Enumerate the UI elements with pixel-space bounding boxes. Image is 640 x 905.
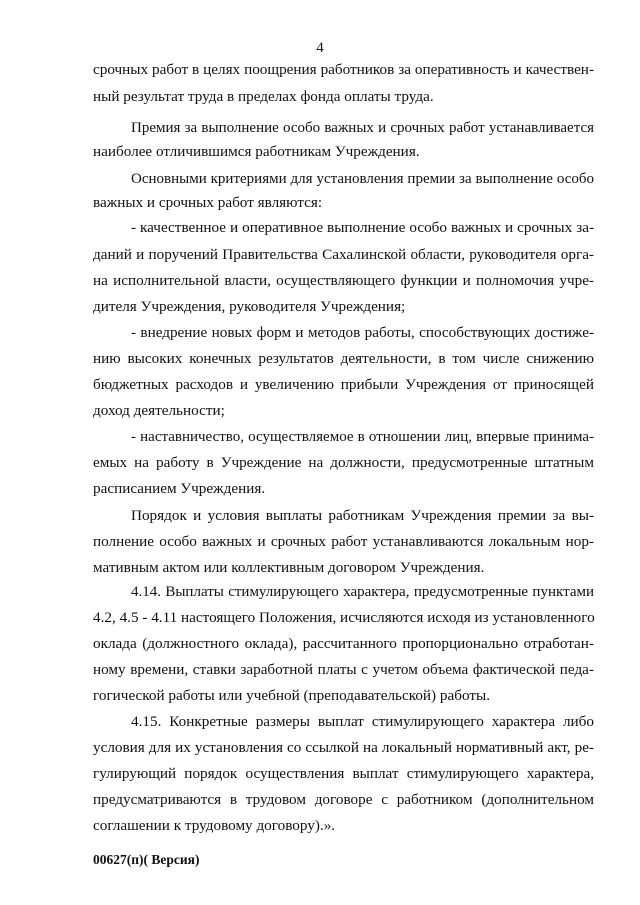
- text-line: оклада (должностного оклада), рассчитанного пропорционально отработан-: [93, 635, 594, 652]
- text-line: Порядок и условия выплаты работникам Учреждения премии за вы-: [131, 507, 594, 524]
- page-number: 4: [316, 40, 324, 56]
- text-line: бюджетных расходов и увеличению прибыли Учреждения от приносящей: [93, 376, 594, 393]
- text-line: - наставничество, осуществляемое в отношении лиц, впервые принима-: [131, 429, 594, 445]
- text-line: предусматриваются в трудовом договоре с работником (дополнительном: [93, 791, 594, 808]
- text-line: мативным актом или коллективным договором Учреждения.: [93, 559, 485, 576]
- text-line: соглашении к трудовому договору).».: [93, 817, 336, 834]
- text-line: полнение особо важных и срочных работ устанавливаются локальным нор-: [93, 533, 594, 550]
- text-line: - внедрение новых форм и методов работы, способствующих достиже-: [131, 324, 594, 341]
- text-line: ному времени, ставки заработной платы с учетом объема фактической педа-: [93, 661, 594, 678]
- text-line: ный результат труда в пределах фонда оплаты труда.: [93, 88, 434, 105]
- text-line: расписанием Учреждения.: [93, 480, 266, 497]
- text-line: важных и срочных работ являются:: [93, 194, 323, 211]
- document-footer-code: 00627(п)( Версия): [93, 852, 200, 867]
- text-line: условия для их установления со ссылкой на локальный нормативный акт, ре-: [93, 739, 594, 756]
- text-line: нию высоких конечных результатов деятельности, в том числе снижению: [93, 350, 594, 367]
- text-line: дителя Учреждения, руководителя Учреждения;: [93, 298, 406, 315]
- text-line: Премия за выполнение особо важных и срочных работ устанавливается: [131, 120, 594, 136]
- text-line: гогической работы или учебной (преподавательской) работы.: [93, 687, 490, 704]
- text-line: даний и поручений Правительства Сахалинской области, руководителя орга-: [93, 246, 594, 263]
- text-line: на исполнительной власти, осуществляющего функции и полномочия учре-: [93, 272, 594, 289]
- text-line: 4.15. Конкретные размеры выплат стимулирующего характера либо: [131, 713, 594, 730]
- text-line: - качественное и оперативное выполнение особо важных и срочных за-: [131, 219, 594, 236]
- text-line: гулирующий порядок осуществления выплат стимулирующего характера,: [93, 765, 594, 782]
- text-line: доход деятельности;: [93, 402, 225, 419]
- text-line: 4.14. Выплаты стимулирующего характера, предусмотренные пунктами: [131, 584, 594, 600]
- text-line: 4.2, 4.5 - 4.11 настоящего Положения, исчисляются исходя из установленного: [93, 609, 595, 626]
- text-line: Основными критериями для установления премии за выполнение особо: [131, 171, 594, 187]
- text-line: емых на работу в Учреждение на должности, предусмотренные штатным: [93, 454, 594, 471]
- text-line: наиболее отличившимся работникам Учреждения.: [93, 143, 420, 160]
- text-line: срочных работ в целях поощрения работников за оперативность и качествен-: [93, 61, 594, 78]
